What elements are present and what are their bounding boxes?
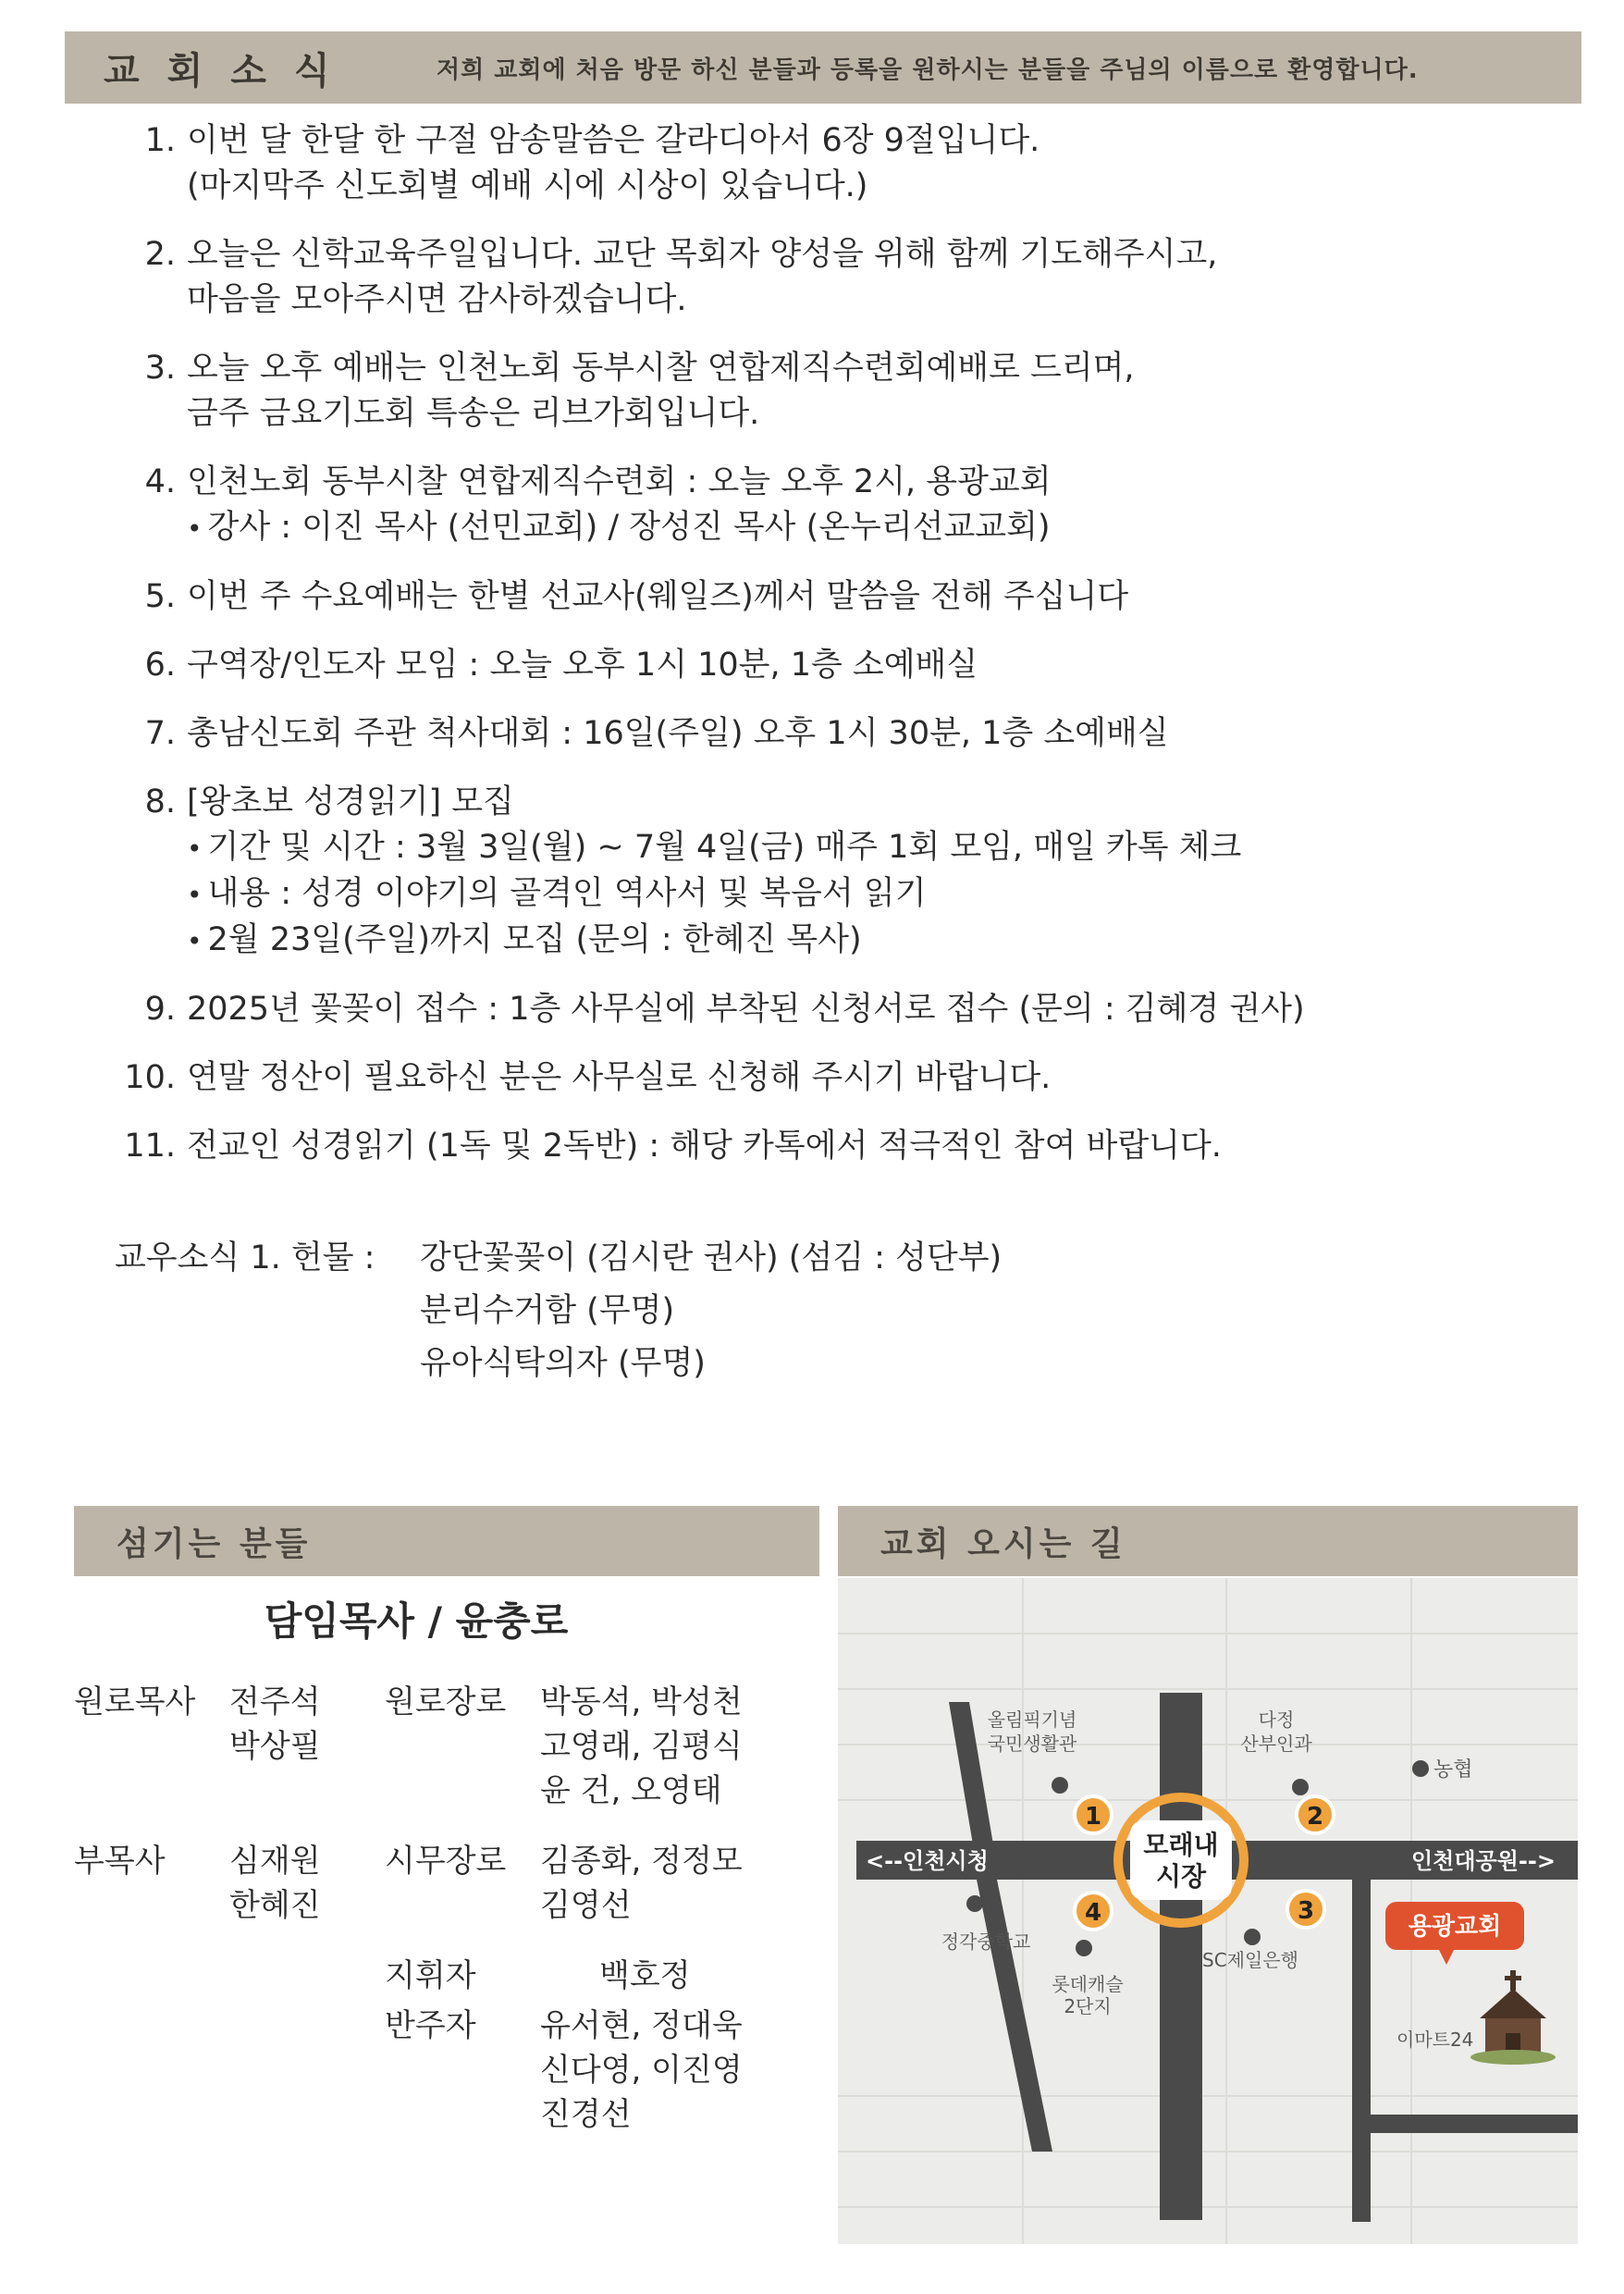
server-role bbox=[74, 1933, 229, 2004]
news-item-text: 연말 정산이 필요하신 분은 사무실로 신청해 주시기 바랍니다. bbox=[187, 1059, 1052, 1096]
members-news bbox=[115, 1232, 1002, 1390]
bullet-icon bbox=[187, 509, 208, 546]
exit-marker-1 bbox=[1075, 1796, 1112, 1833]
server-names bbox=[540, 1933, 743, 2004]
news-item-number: 3. bbox=[144, 350, 176, 387]
news-item-bullet bbox=[187, 825, 1535, 871]
news-item-number: 2. bbox=[144, 236, 176, 273]
servers-row bbox=[74, 1819, 743, 1933]
servers-header-bar bbox=[74, 1506, 819, 1576]
news-item bbox=[111, 780, 1535, 964]
server-role bbox=[385, 2004, 540, 2142]
landmark-clinic-line1: 다정 bbox=[1258, 1708, 1295, 1731]
news-item-text: 인천노회 동부시찰 연합제직수련회 : 오늘 오후 2시, 용광교회 bbox=[187, 463, 1052, 500]
server-role bbox=[385, 1819, 540, 1933]
server-role bbox=[74, 1680, 229, 1819]
center-label-line1: 모래내 bbox=[1143, 1830, 1219, 1860]
news-item-number: 8. bbox=[144, 783, 176, 820]
news-item-text: 오늘 오후 예배는 인천노회 동부시찰 연합제직수련회예배로 드리며, bbox=[187, 350, 1135, 387]
server-role-line: 시무장로 bbox=[385, 1843, 507, 1880]
landmark-nh: 농협 bbox=[1433, 1758, 1473, 1782]
bullet-icon bbox=[187, 829, 208, 866]
welcome-message: 저희 교회에 처음 방문 하신 분들과 등록을 원하시는 분들을 주님의 이름으로 환영합니다. bbox=[437, 56, 1419, 84]
news-item bbox=[111, 460, 1535, 551]
news-item-text: 2025년 꽃꽂이 접수 : 1층 사무실에 부착된 신청서로 접수 (문의 : 김혜경 권사) bbox=[187, 991, 1305, 1028]
news-item-text: 구역장/인도자 모임 : 오늘 오후 1시 10분, 1층 소예배실 bbox=[187, 647, 978, 684]
exit-number: 3 bbox=[1297, 1897, 1315, 1925]
church-label: 용광교회 bbox=[1408, 1913, 1502, 1941]
landmark-lotte-line1: 롯데캐슬 bbox=[1052, 1973, 1124, 1995]
servers-list bbox=[74, 1591, 814, 2142]
news-item-number: 6. bbox=[144, 647, 176, 684]
road-east-horizontal bbox=[1352, 2115, 1578, 2133]
exit-marker-3 bbox=[1287, 1891, 1324, 1928]
road-east-vertical bbox=[1352, 1880, 1371, 2222]
map-header-bar bbox=[838, 1506, 1578, 1576]
news-item-number: 5. bbox=[144, 578, 176, 615]
server-role-line: 원로목사 bbox=[74, 1684, 196, 1720]
server-names-line: 김영선 bbox=[540, 1887, 632, 1924]
news-item-number: 4. bbox=[144, 463, 176, 500]
map-graphic bbox=[838, 1578, 1578, 2244]
news-item-text: 이번 주 수요예배는 한별 선교사(웨일즈)께서 말씀을 전해 주십니다 bbox=[187, 578, 1129, 615]
landmark-school: 정각중학교 bbox=[941, 1930, 1031, 1953]
news-item bbox=[111, 118, 1535, 209]
members-news-label: 교우소식 1. 헌물 : bbox=[115, 1240, 375, 1276]
server-names bbox=[540, 1680, 743, 1819]
members-news-item: 분리수거함 (무명) bbox=[420, 1292, 675, 1329]
server-names-line: 전주석 bbox=[229, 1684, 321, 1720]
server-names bbox=[229, 1933, 385, 2004]
news-item-bullet bbox=[187, 918, 1535, 964]
server-role-line: 부목사 bbox=[74, 1843, 166, 1880]
news-item bbox=[111, 1055, 1535, 1101]
server-names-line: 진경선 bbox=[540, 2096, 632, 2133]
members-news-item: 강단꽃꽂이 (김시란 권사) (섬김 : 성단부) bbox=[420, 1240, 1003, 1276]
east-direction-label: 인천대공원--> bbox=[1411, 1848, 1556, 1874]
servers-row bbox=[74, 2004, 743, 2142]
landmark-clinic-line2: 산부인과 bbox=[1240, 1733, 1312, 1755]
server-names-line: 유서현, 정대욱 bbox=[540, 2007, 743, 2044]
news-item-number: 1. bbox=[144, 122, 176, 159]
server-names-line: 심재원 bbox=[229, 1843, 321, 1880]
server-names bbox=[540, 2004, 743, 2142]
server-role-line: 원로장로 bbox=[385, 1684, 507, 1720]
news-item bbox=[111, 232, 1535, 323]
server-role-line: 지휘자 bbox=[385, 1957, 476, 1994]
servers-row bbox=[74, 1933, 743, 2004]
exit-marker-4 bbox=[1075, 1893, 1112, 1930]
news-item-text: 전교인 성경읽기 (1독 및 2독반) : 해당 카톡에서 적극적인 참여 바랍니다. bbox=[187, 1128, 1222, 1165]
landmark-olympic-line2: 국민생활관 bbox=[987, 1733, 1077, 1755]
landmark-olympic-line1: 올림픽기념 bbox=[987, 1708, 1077, 1731]
server-role-line: 반주자 bbox=[385, 2007, 476, 2044]
server-names bbox=[540, 1819, 743, 1933]
news-item-bullet bbox=[187, 505, 1535, 551]
news-item bbox=[111, 643, 1535, 688]
landmark-emart: 이마트24 bbox=[1396, 2029, 1474, 2051]
news-item-text: 오늘은 신학교육주일입니다. 교단 목회자 양성을 위해 함께 기도해주시고, bbox=[187, 236, 1218, 273]
bullet-icon bbox=[187, 875, 208, 912]
news-item-number: 7. bbox=[144, 715, 176, 752]
news-item bbox=[111, 1124, 1535, 1169]
exit-marker-2 bbox=[1297, 1796, 1334, 1833]
server-names-line: 윤 건, 오영태 bbox=[540, 1772, 722, 1809]
news-item bbox=[111, 574, 1535, 620]
news-header-bar bbox=[65, 31, 1581, 104]
road-southwest bbox=[977, 1880, 1052, 2152]
news-section-title: 교회소식 bbox=[104, 49, 358, 92]
members-news-item: 유아식탁의자 (무명) bbox=[420, 1345, 706, 1382]
news-item-text: 금주 금요기도회 특송은 리브가회입니다. bbox=[187, 395, 760, 432]
server-names-line: 박동석, 박성천 bbox=[540, 1684, 743, 1720]
news-item bbox=[111, 346, 1535, 437]
bullet-text: 내용 : 성경 이야기의 골격인 역사서 및 복음서 읽기 bbox=[207, 875, 927, 912]
server-names bbox=[229, 1819, 385, 1933]
exit-number: 4 bbox=[1084, 1899, 1102, 1927]
server-role bbox=[74, 2004, 229, 2142]
news-list bbox=[111, 118, 1535, 1192]
landmark-lotte-line2: 2단지 bbox=[1064, 1995, 1112, 2017]
head-pastor: 담임목사 / 윤충로 bbox=[264, 1598, 569, 1644]
news-item-bullet bbox=[187, 871, 1535, 918]
directions-map bbox=[838, 1578, 1578, 2244]
map-section-title: 교회 오시는 길 bbox=[880, 1524, 1126, 1563]
landmark-sc-bank: SC제일은행 bbox=[1202, 1949, 1298, 1971]
exit-number: 2 bbox=[1306, 1803, 1324, 1831]
news-item-text: 마음을 모아주시면 감사하겠습니다. bbox=[187, 281, 687, 318]
road-vertical-main bbox=[1160, 1693, 1202, 2220]
servers-row bbox=[74, 1680, 743, 1819]
bullet-text: 기간 및 시간 : 3월 3일(월) ~ 7월 4일(금) 매주 1회 모임, 매일 카톡 체크 bbox=[207, 829, 1242, 866]
church-building-icon bbox=[1470, 1970, 1556, 2065]
news-item bbox=[111, 711, 1535, 757]
server-names-line: 박상필 bbox=[229, 1728, 321, 1765]
server-role bbox=[385, 1933, 540, 2004]
server-names-line: 고영래, 김평식 bbox=[540, 1728, 743, 1765]
news-item-text: 총남신도회 주관 척사대회 : 16일(주일) 오후 1시 30분, 1층 소예배실 bbox=[187, 715, 1169, 752]
server-names-line: 백호정 bbox=[599, 1957, 691, 1994]
servers-table bbox=[74, 1680, 743, 2142]
server-role bbox=[385, 1680, 540, 1819]
server-names bbox=[229, 1680, 385, 1819]
news-item-number: 10. bbox=[124, 1059, 176, 1096]
center-label-line2: 시장 bbox=[1155, 1861, 1207, 1892]
bullet-icon bbox=[187, 921, 208, 958]
news-item-text: (마지막주 신도회별 예배 시에 시상이 있습니다.) bbox=[187, 167, 868, 204]
server-role bbox=[74, 1819, 229, 1933]
server-names bbox=[229, 2004, 385, 2142]
news-item bbox=[111, 987, 1535, 1032]
church-marker bbox=[1385, 1902, 1524, 1965]
news-item-number: 9. bbox=[144, 991, 176, 1028]
servers-section-title: 섬기는 분들 bbox=[117, 1524, 312, 1563]
bullet-text: 강사 : 이진 목사 (선민교회) / 장성진 목사 (온누리선교교회) bbox=[207, 509, 1051, 546]
server-names-line: 한혜진 bbox=[229, 1887, 321, 1924]
server-names-line: 신다영, 이진영 bbox=[540, 2052, 743, 2089]
exit-number: 1 bbox=[1084, 1803, 1102, 1831]
west-direction-label: <--인천시청 bbox=[866, 1848, 989, 1874]
bullet-text: 2월 23일(주일)까지 모집 (문의 : 한혜진 목사) bbox=[207, 921, 862, 958]
server-names-line: 김종화, 정정모 bbox=[540, 1843, 743, 1880]
news-item-number: 11. bbox=[124, 1128, 176, 1165]
news-item-text: [왕초보 성경읽기] 모집 bbox=[187, 783, 514, 820]
news-item-text: 이번 달 한달 한 구절 암송말씀은 갈라디아서 6장 9절입니다. bbox=[187, 122, 1040, 159]
